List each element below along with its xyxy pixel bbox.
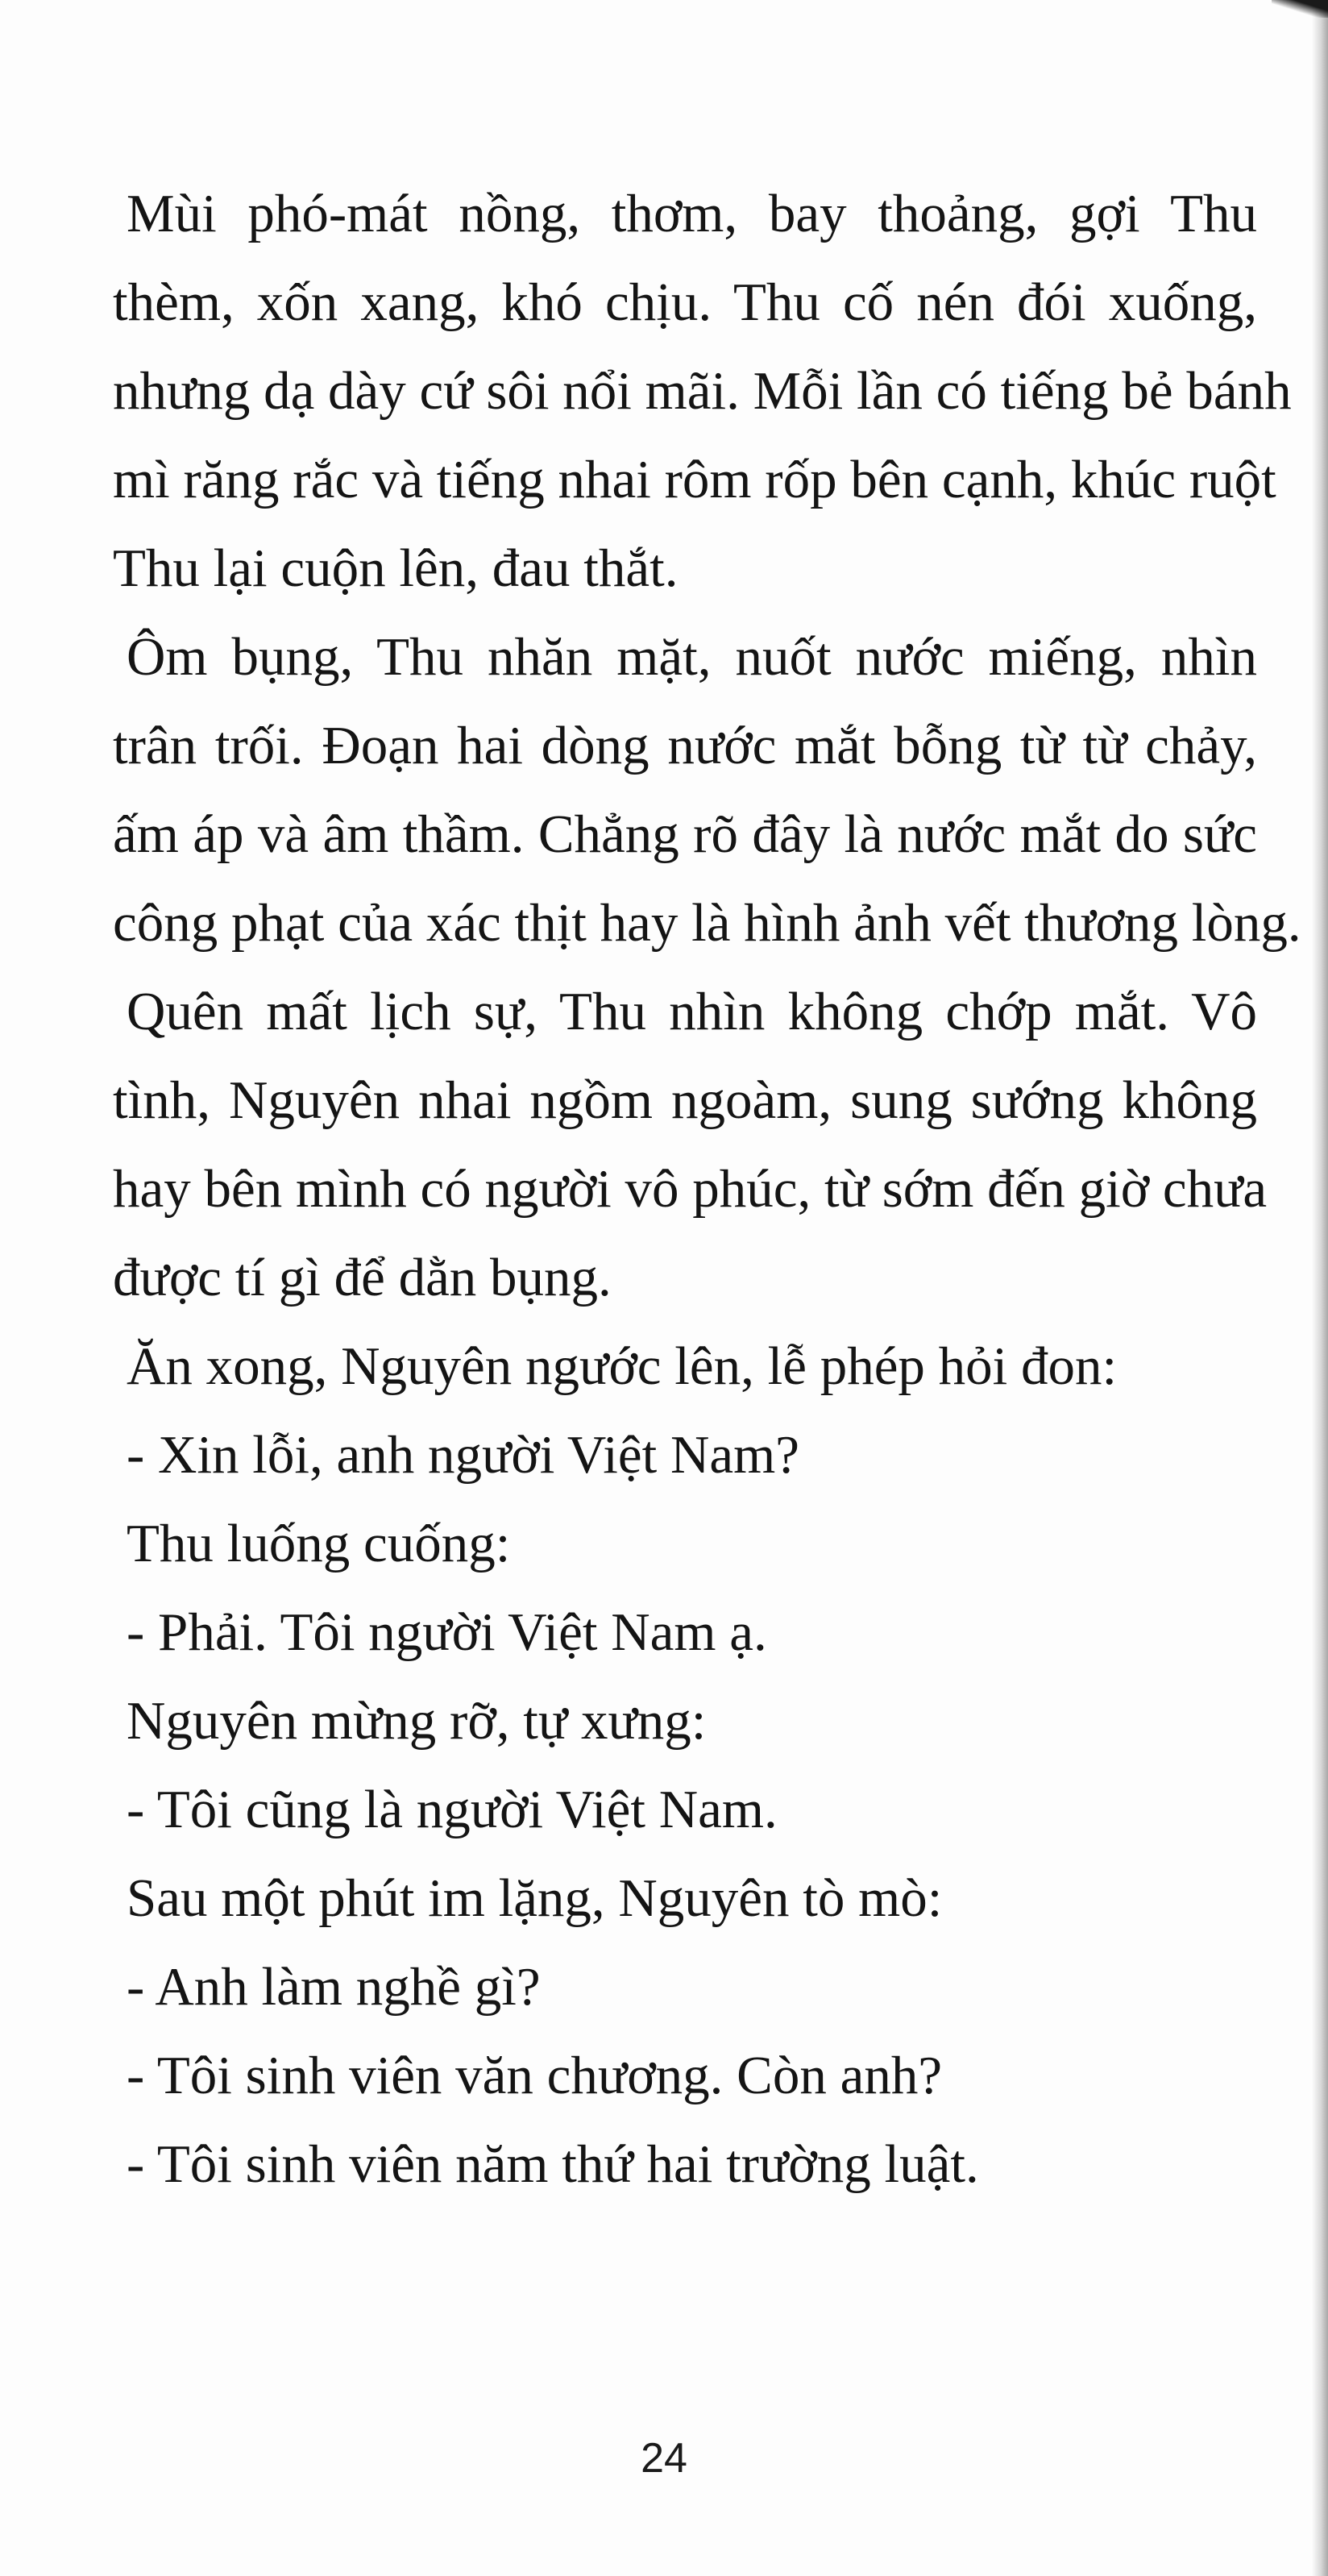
text-line: ấm áp và âm thầm. Chẳng rõ đây là nước mắt do sức — [113, 804, 1257, 864]
text-line: Sau một phút im lặng, Nguyên tò mò: — [127, 1868, 943, 1928]
text-line: Ăn xong, Nguyên ngước lên, lễ phép hỏi đon: — [127, 1336, 1118, 1396]
text-line: mì răng rắc và tiếng nhai rôm rốp bên cạnh, khúc ruột — [113, 450, 1276, 509]
text-line: hay bên mình có người vô phúc, từ sớm đến giờ chưa — [113, 1159, 1268, 1219]
dialogue-line: - Xin lỗi, anh người Việt Nam? — [127, 1425, 799, 1485]
dialogue-line: - Tôi sinh viên văn chương. Còn anh? — [127, 2046, 943, 2105]
dialogue-line: - Anh làm nghề gì? — [127, 1957, 541, 2017]
text-line: Thu lại cuộn lên, đau thắt. — [113, 538, 679, 598]
dialogue-line: - Tôi cũng là người Việt Nam. — [127, 1780, 778, 1839]
page-number: 24 — [641, 2435, 687, 2482]
text-line: trân trối. Đoạn hai dòng nước mắt bỗng từ từ chảy, — [113, 716, 1257, 775]
text-line: nhưng dạ dày cứ sôi nổi mãi. Mỗi lần có tiếng bẻ bánh — [113, 361, 1292, 421]
text-line: tình, Nguyên nhai ngồm ngoàm, sung sướng không — [113, 1070, 1257, 1130]
text-line: Thu luống cuống: — [127, 1514, 511, 1573]
text-line: Quên mất lịch sự, Thu nhìn không chớp mắt. Vô — [127, 982, 1257, 1041]
text-line: Nguyên mừng rỡ, tự xưng: — [127, 1691, 707, 1751]
body-text — [113, 169, 1301, 2208]
text-line: Mùi phó-mát nồng, thơm, bay thoảng, gợi Thu — [127, 184, 1257, 243]
text-line: được tí gì để dằn bụng. — [113, 1248, 612, 1307]
text-line: công phạt của xác thịt hay là hình ảnh vết thương lòng. — [113, 893, 1301, 953]
page-edge-shadow — [1312, 0, 1328, 2576]
text-line: Ôm bụng, Thu nhăn mặt, nuốt nước miếng, nhìn — [127, 627, 1257, 687]
text-line: thèm, xốn xang, khó chịu. Thu cố nén đói xuống, — [113, 272, 1257, 332]
page-corner-mark — [1272, 0, 1328, 18]
dialogue-line: - Tôi sinh viên năm thứ hai trường luật. — [127, 2134, 979, 2194]
dialogue-line: - Phải. Tôi người Việt Nam ạ. — [127, 1602, 767, 1662]
